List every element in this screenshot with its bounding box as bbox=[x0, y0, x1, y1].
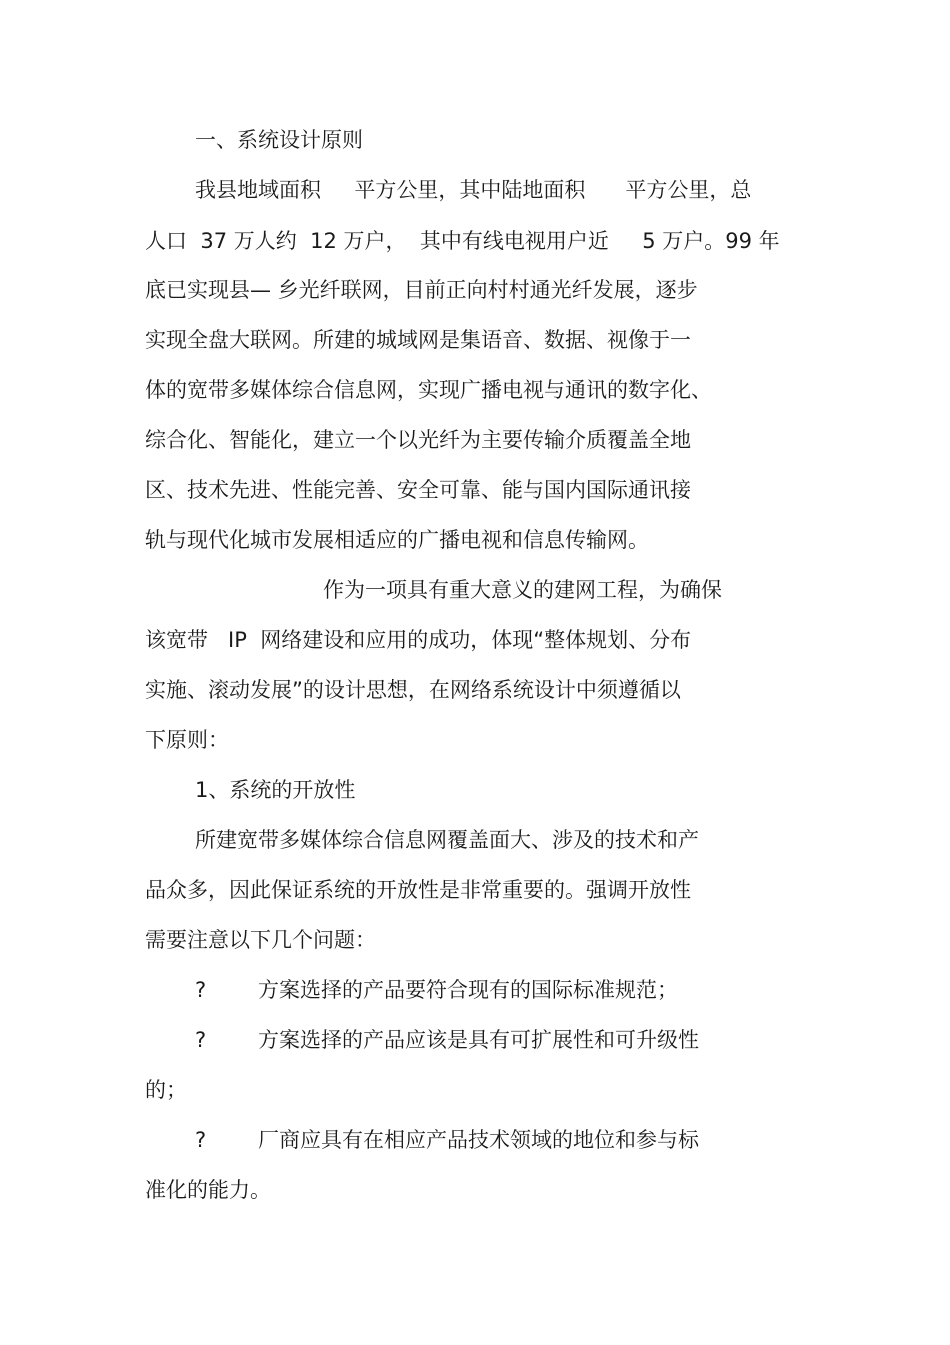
paragraph-line: 实施、滚动发展”的设计思想，在网络系统设计中须遵循以 bbox=[145, 678, 681, 702]
paragraph-line: 体的宽带多媒体综合信息网，实现广播电视与通讯的数字化、 bbox=[145, 378, 712, 402]
paragraph-line: 人口 37 万人约 12 万户， 其中有线电视用户近 5 万户。99 年 bbox=[145, 229, 780, 253]
paragraph-line: 作为一项具有重大意义的建网工程，为确保 bbox=[323, 578, 722, 602]
paragraph-line: 底已实现县— 乡光纤联网，目前正向村村通光纤发展，逐步 bbox=[145, 278, 698, 302]
paragraph-line: 实现全盘大联网。所建的城域网是集语音、数据、视像于一 bbox=[145, 328, 691, 352]
paragraph-line: 所建宽带多媒体综合信息网覆盖面大、涉及的技术和产 bbox=[195, 828, 699, 852]
section-heading: 一、系统设计原则 bbox=[195, 128, 363, 152]
bullet-item-line: 的； bbox=[145, 1078, 187, 1102]
subsection-heading: 1、系统的开放性 bbox=[195, 778, 356, 802]
paragraph-line: 综合化、智能化，建立一个以光纤为主要传输介质覆盖全地 bbox=[145, 428, 691, 452]
bullet-marker: ? bbox=[195, 1128, 207, 1152]
paragraph-line: 我县地域面积 平方公里，其中陆地面积 平方公里，总 bbox=[195, 178, 752, 202]
paragraph-line: 需要注意以下几个问题： bbox=[145, 928, 376, 952]
bullet-item-line: 方案选择的产品应该是具有可扩展性和可升级性 bbox=[258, 1028, 699, 1052]
bullet-marker: ? bbox=[195, 978, 207, 1002]
paragraph-line: 下原则： bbox=[145, 728, 229, 752]
bullet-item-line: 方案选择的产品要符合现有的国际标准规范； bbox=[258, 978, 678, 1002]
paragraph-line: 该宽带 IP 网络建设和应用的成功，体现“整体规划、分布 bbox=[145, 628, 692, 652]
paragraph-line: 区、技术先进、性能完善、安全可靠、能与国内国际通讯接 bbox=[145, 478, 691, 502]
bullet-marker: ? bbox=[195, 1028, 207, 1052]
bullet-item-line: 准化的能力。 bbox=[145, 1178, 271, 1202]
paragraph-line: 品众多，因此保证系统的开放性是非常重要的。强调开放性 bbox=[145, 878, 691, 902]
paragraph-line: 轨与现代化城市发展相适应的广播电视和信息传输网。 bbox=[145, 528, 649, 552]
bullet-item-line: 厂商应具有在相应产品技术领域的地位和参与标 bbox=[258, 1128, 699, 1152]
